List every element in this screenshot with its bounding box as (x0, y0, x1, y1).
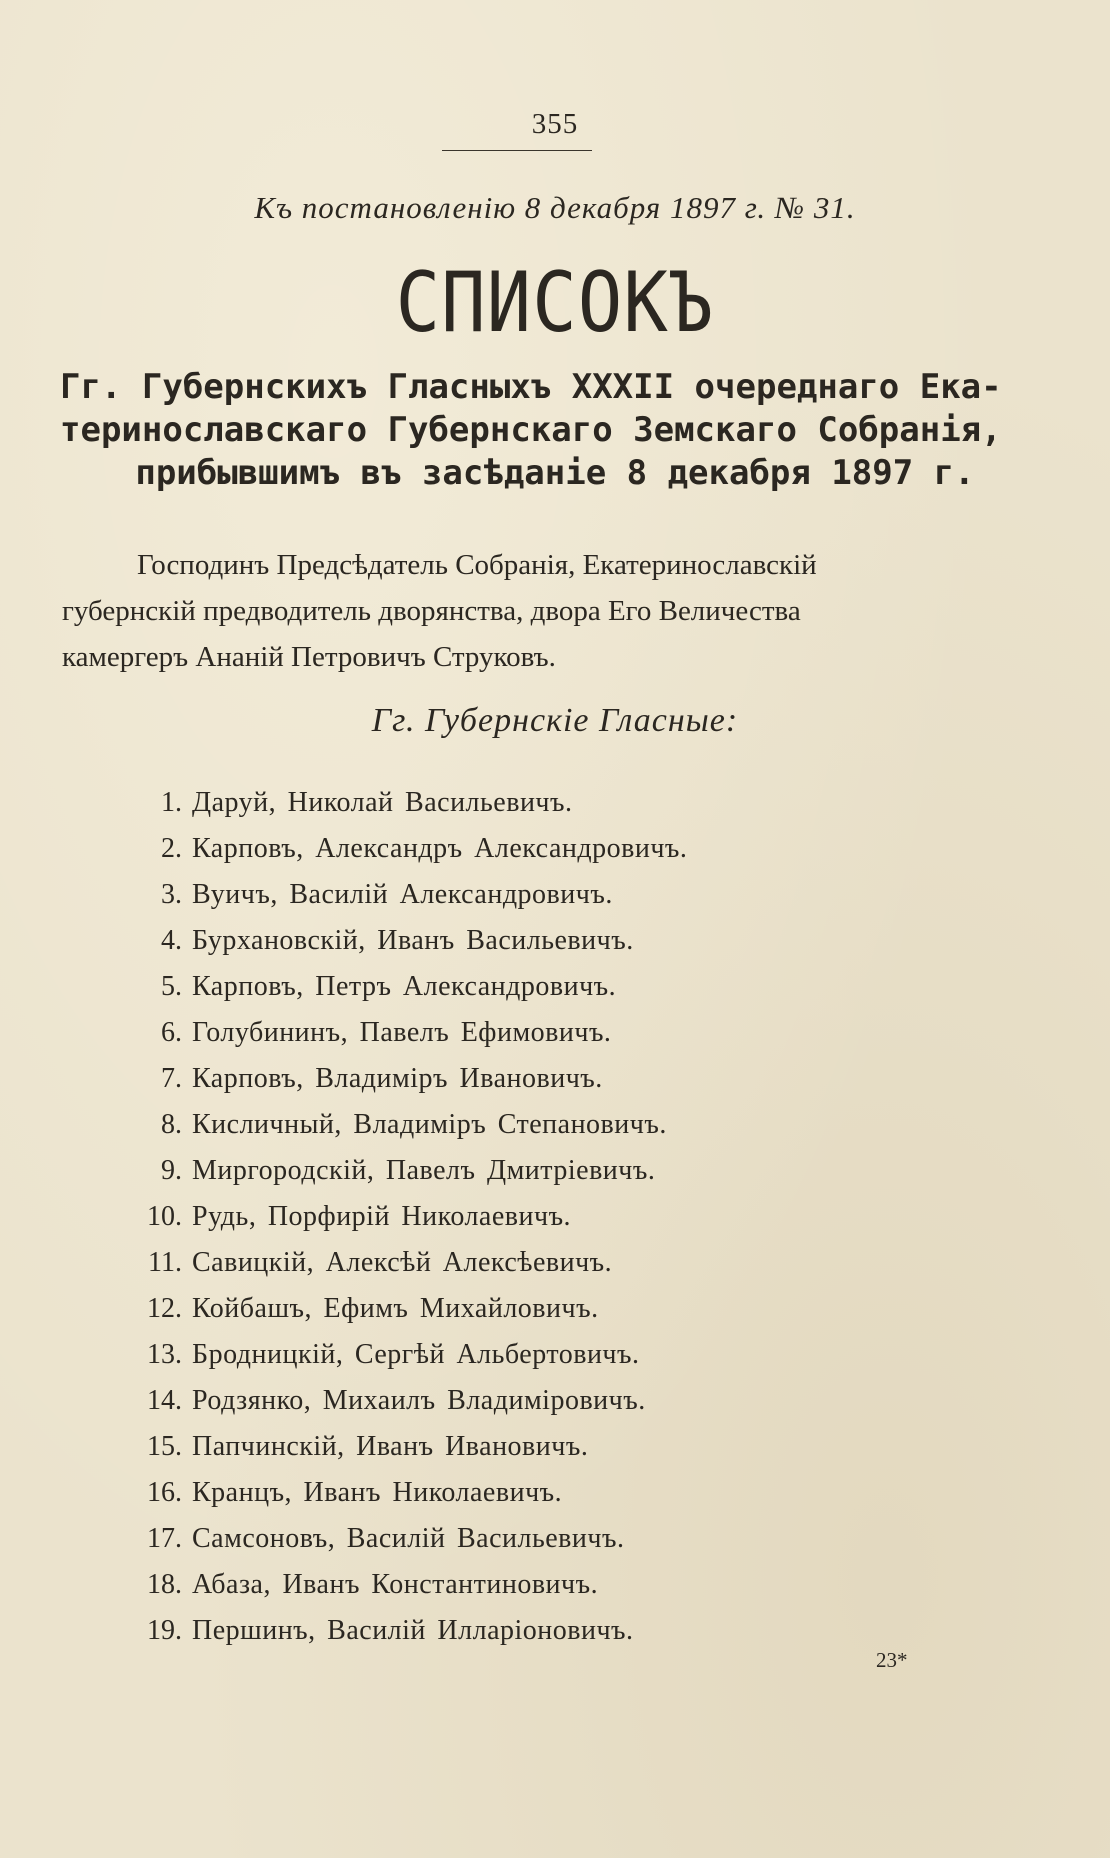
chairman-paragraph (62, 542, 982, 680)
member-name: Карповъ, Владиміръ Ивановичъ. (192, 1063, 603, 1094)
member-name: Савицкій, Алексѣй Алексѣевичъ. (192, 1247, 613, 1278)
member-name: Кранцъ, Иванъ Николаевичъ. (192, 1477, 563, 1508)
member-name: Койбашъ, Ефимъ Михайловичъ. (192, 1293, 599, 1324)
list-item (110, 780, 687, 826)
item-number: 17. (147, 1523, 182, 1554)
member-name: Миргородскій, Павелъ Дмитріевичъ. (192, 1155, 656, 1186)
item-number: 1. (161, 787, 182, 818)
item-number: 11. (148, 1247, 182, 1278)
member-name: Родзянко, Михаилъ Владиміровичъ. (192, 1385, 646, 1416)
item-number: 18. (147, 1569, 182, 1600)
list-item (110, 1378, 687, 1424)
subtitle-line-1: Гг. Губернскихъ Гласныхъ XXXII очереднаго Ека- (60, 367, 1002, 407)
subtitle-line-3: прибывшимъ въ засѣданіе 8 декабря 1897 г. (135, 453, 975, 493)
section-heading: Гг. Губернскіе Гласные: (371, 702, 739, 739)
item-number: 4. (161, 925, 182, 956)
intro-line-3: камергеръ Ананій Петровичъ Струковъ. (62, 641, 556, 673)
member-name: Бурхановскій, Иванъ Васильевичъ. (192, 925, 634, 956)
list-item (110, 964, 687, 1010)
list-item (110, 1102, 687, 1148)
member-name: Рудь, Порфирій Николаевичъ. (192, 1201, 572, 1232)
item-number: 3. (161, 879, 182, 910)
member-name: Карповъ, Петръ Александровичъ. (192, 971, 617, 1002)
item-number: 2. (161, 833, 182, 864)
member-name: Першинъ, Василій Илларіоновичъ. (192, 1615, 634, 1646)
page-number-rule (442, 150, 592, 151)
item-number: 12. (147, 1293, 182, 1324)
item-number: 19. (147, 1615, 182, 1646)
member-name: Бродницкій, Сергѣй Альбертовичъ. (192, 1339, 640, 1370)
document-subtitle (60, 366, 1050, 495)
intro-line-1: Господинъ Предсѣдатель Собранія, Екатеринославскій (137, 549, 817, 581)
document-title: СПИСОКЪ (395, 255, 715, 352)
item-number: 14. (147, 1385, 182, 1416)
item-number: 5. (161, 971, 182, 1002)
item-number: 13. (147, 1339, 182, 1370)
item-number: 16. (147, 1477, 182, 1508)
members-list (110, 780, 687, 1654)
list-item (110, 1608, 687, 1654)
item-number: 6. (161, 1017, 182, 1048)
list-item (110, 1562, 687, 1608)
member-name: Вуичъ, Василій Александровичъ. (192, 879, 613, 910)
list-item (110, 1516, 687, 1562)
signature-mark: 23* (876, 1648, 908, 1672)
item-number: 10. (147, 1201, 182, 1232)
list-item (110, 826, 687, 872)
member-name: Абаза, Иванъ Константиновичъ. (192, 1569, 599, 1600)
item-number: 8. (161, 1109, 182, 1140)
page-number: 355 (531, 108, 579, 140)
list-item (110, 1240, 687, 1286)
list-item (110, 1470, 687, 1516)
list-item (110, 1286, 687, 1332)
member-name: Голубининъ, Павелъ Ефимовичъ. (192, 1017, 612, 1048)
list-item (110, 1056, 687, 1102)
intro-line-2: губернскій предводитель дворянства, двора Его Величества (62, 595, 801, 627)
list-item (110, 1010, 687, 1056)
subtitle-line-2: теринославскаго Губернскаго Земскаго Собранія, (60, 410, 1002, 450)
member-name: Папчинскій, Иванъ Ивановичъ. (192, 1431, 589, 1462)
member-name: Самсоновъ, Василій Васильевичъ. (192, 1523, 625, 1554)
list-item (110, 1194, 687, 1240)
item-number: 9. (161, 1155, 182, 1186)
list-item (110, 918, 687, 964)
member-name: Даруй, Николай Васильевичъ. (192, 787, 573, 818)
item-number: 15. (147, 1431, 182, 1462)
list-item (110, 1424, 687, 1470)
list-item (110, 1332, 687, 1378)
member-name: Кисличный, Владиміръ Степановичъ. (192, 1109, 667, 1140)
resolution-reference: Къ постановленію 8 декабря 1897 г. № 31. (254, 190, 856, 225)
list-item (110, 872, 687, 918)
member-name: Карповъ, Александръ Александровичъ. (192, 833, 688, 864)
list-item (110, 1148, 687, 1194)
item-number: 7. (161, 1063, 182, 1094)
